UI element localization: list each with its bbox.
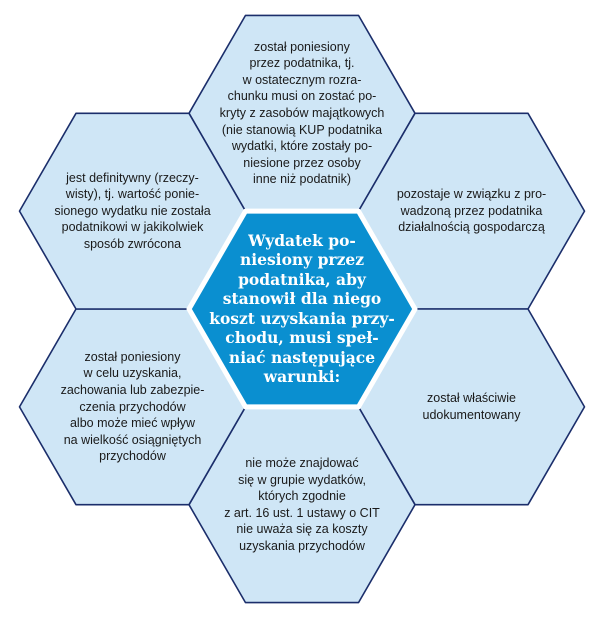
condition-lower-left-text-line: zachowania lub zabezpie- xyxy=(60,382,205,397)
condition-top-text xyxy=(208,20,396,206)
condition-lower-right-text-lines xyxy=(423,390,521,423)
condition-bottom-text-line: się w grupie wydatków, xyxy=(238,472,366,487)
condition-top-text-line: chunku musi on zostać po- xyxy=(227,89,377,104)
condition-upper-left-text-line: wisty), tj. wartość ponie- xyxy=(65,187,200,202)
condition-lower-left-text xyxy=(43,314,223,500)
center-title-lines xyxy=(209,231,395,387)
center-title-line: niać następujące xyxy=(228,347,376,367)
condition-lower-left-text-line: albo może mieć wpływ xyxy=(69,416,196,431)
center-title-line: koszt uzyskania przy- xyxy=(209,308,395,328)
condition-bottom-text-line: nie może znajdować xyxy=(245,455,359,470)
condition-top-text-line: inne niż podatnik) xyxy=(253,172,351,187)
condition-bottom-text-lines xyxy=(224,455,380,555)
center-title-line: warunki: xyxy=(263,367,341,387)
condition-bottom-text-line: uzyskania przychodów xyxy=(239,538,365,553)
condition-bottom-text-line: z art. 16 ust. 1 ustawy o CIT xyxy=(224,505,380,520)
condition-bottom-text-line: których zgodnie xyxy=(258,489,346,504)
condition-upper-left-text-line: sionego wydatku nie została xyxy=(54,203,211,218)
condition-upper-right-text-line: pozostaje w związku z pro- xyxy=(396,187,547,202)
condition-upper-left-text-line: jest definitywny (rzeczy- xyxy=(66,170,199,185)
condition-top-text-line: (nie stanowią KUP podatnika xyxy=(221,122,383,137)
condition-upper-right-text-lines xyxy=(397,186,546,236)
condition-lower-left-text-line: w celu uzyskania, xyxy=(83,366,182,381)
condition-upper-right-text xyxy=(377,118,567,304)
condition-upper-right-text-line: wadzoną przez podatnika xyxy=(400,203,543,218)
condition-top-text-line: w ostatecznym rozra- xyxy=(242,72,362,87)
condition-lower-left-text-line: przychodów xyxy=(99,449,166,464)
condition-upper-left-text-line: podatnikowi w jakikolwiek xyxy=(61,220,204,235)
center-title-line: podatnika, aby xyxy=(238,269,366,289)
condition-top-text-line: wydatki, które zostały po- xyxy=(231,139,373,154)
condition-lower-left-text-line: czenia przychodów xyxy=(79,399,186,414)
center-title-line: stanowił dla niego xyxy=(222,289,382,309)
condition-top-text-line: niesione przez osoby xyxy=(243,155,361,170)
condition-lower-left-text-lines xyxy=(61,349,205,465)
condition-lower-right-text-line: udokumentowany xyxy=(422,407,521,422)
condition-upper-left-text-lines xyxy=(54,170,210,253)
condition-bottom-text xyxy=(208,412,396,598)
condition-upper-left-text xyxy=(38,118,228,304)
center-title-line: niesiony przez xyxy=(239,250,365,270)
center-title-line: Wydatek po- xyxy=(248,230,356,250)
condition-lower-left-text-line: na wielkość osiągniętych xyxy=(63,432,202,447)
condition-top-text-line: został poniesiony xyxy=(254,39,350,54)
center-title-line: chodu, musi speł- xyxy=(225,328,379,348)
center-title xyxy=(204,216,400,402)
condition-lower-right-text-line: został właściwie xyxy=(427,391,516,406)
condition-lower-left-text-line: został poniesiony xyxy=(84,349,181,364)
condition-top-text-line: kryty z zasobów majątkowych xyxy=(219,105,385,120)
condition-bottom-text-line: nie uważa się za koszty xyxy=(236,522,368,537)
condition-upper-left-text-line: sposób zwrócona xyxy=(83,237,182,252)
condition-lower-right-text xyxy=(387,314,557,500)
condition-upper-right-text-line: działalnością gospodarczą xyxy=(398,220,545,235)
condition-top-text-lines xyxy=(220,39,385,188)
condition-top-text-line: przez podatnika, tj. xyxy=(249,56,355,71)
